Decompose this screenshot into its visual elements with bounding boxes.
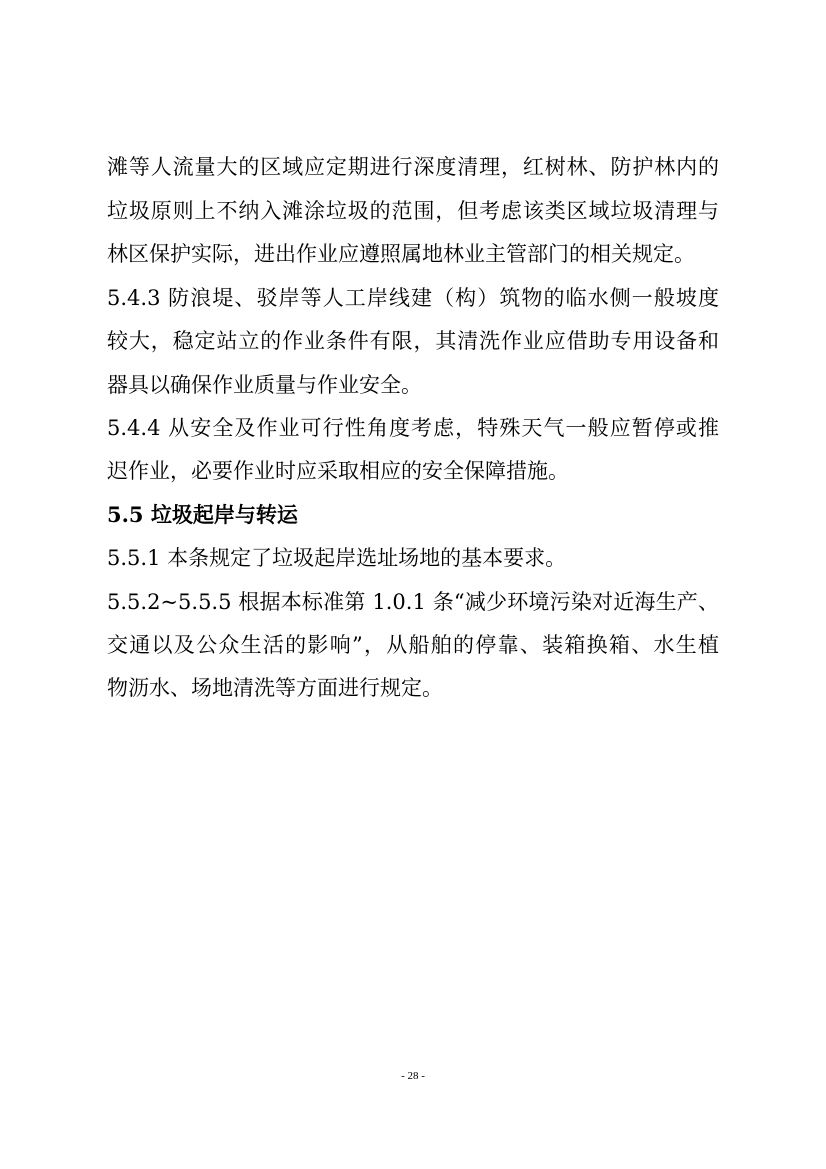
text-line: 交通以及公众生活的影响”，从船舶的停靠、装箱换箱、水生植: [107, 633, 719, 657]
text-line: 滩等人流量大的区域应定期进行深度清理，红树林、防护林内的: [107, 155, 719, 179]
page-number: - 28 -: [401, 1070, 425, 1082]
text-line: 林区保护实际，进出作业应遵照属地林业主管部门的相关规定。: [107, 242, 695, 266]
text-line: 物沥水、场地清洗等方面进行规定。: [107, 676, 443, 700]
clause-5-4-3-line: 5.4.3 防浪堤、驳岸等人工岸线建（构）筑物的临水侧一般坡度: [107, 286, 719, 310]
section-heading: 5.5 垃圾起岸与转运: [107, 502, 298, 527]
text-line: 垃圾原则上不纳入滩涂垃圾的范围，但考虑该类区域垃圾清理与: [107, 199, 719, 223]
text-line: 迟作业，必要作业时应采取相应的安全保障措施。: [107, 459, 569, 483]
text-line: 较大，稳定站立的作业条件有限，其清洗作业应借助专用设备和: [107, 329, 719, 353]
text-line: 器具以确保作业质量与作业安全。: [107, 373, 422, 397]
clause-5-4-4-line: 5.4.4 从安全及作业可行性角度考虑，特殊天气一般应暂停或推: [107, 416, 719, 440]
clause-5-5-1-line: 5.5.1 本条规定了垃圾起岸选址场地的基本要求。: [107, 546, 567, 570]
clause-5-5-2-line: 5.5.2~5.5.5 根据本标准第 1.0.1 条“减少环境污染对近海生产、: [107, 590, 719, 614]
